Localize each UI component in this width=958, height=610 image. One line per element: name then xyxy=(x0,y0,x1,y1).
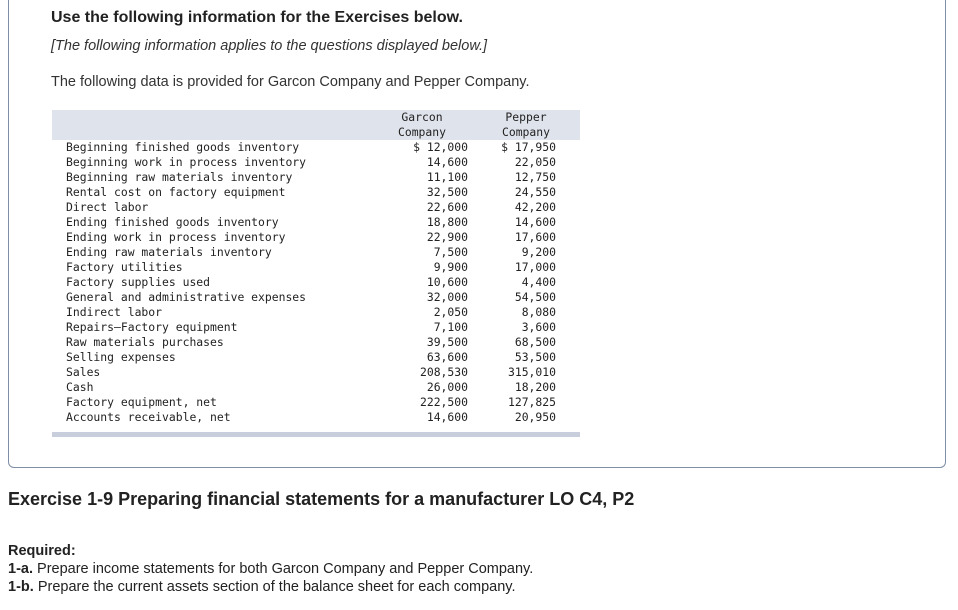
garcon-value: 63,600 xyxy=(426,350,468,364)
row-label: Beginning work in process inventory xyxy=(66,155,307,169)
info-subnote: [The following information applies to the questions displayed below.] xyxy=(51,38,488,54)
row-label: Ending finished goods inventory xyxy=(66,215,279,229)
garcon-value: 7,100 xyxy=(433,320,468,334)
table-row xyxy=(52,290,580,305)
pepper-header-line1: Pepper xyxy=(505,110,547,124)
required-item-number: 1-a. xyxy=(8,561,33,577)
garcon-value: 7,500 xyxy=(433,245,468,259)
table-row xyxy=(52,245,580,260)
row-label: General and administrative expenses xyxy=(66,290,307,304)
pepper-value: 14,600 xyxy=(514,215,556,229)
pepper-value: 4,400 xyxy=(521,275,556,289)
pepper-value: 17,000 xyxy=(514,260,556,274)
pepper-value: 68,500 xyxy=(514,335,556,349)
garcon-value: 39,500 xyxy=(426,335,468,349)
garcon-value: 18,800 xyxy=(426,215,468,229)
table-row xyxy=(52,365,580,380)
required-item-text: Prepare the current assets section of the balance sheet for each company. xyxy=(37,579,516,595)
pepper-value: 20,950 xyxy=(514,410,556,424)
row-label: Selling expenses xyxy=(66,350,176,364)
table-row xyxy=(52,260,580,275)
pepper-value: $ 17,950 xyxy=(501,140,556,154)
table-header-row xyxy=(52,110,580,140)
garcon-value: 208,530 xyxy=(419,365,468,379)
row-label: Beginning raw materials inventory xyxy=(66,170,293,184)
garcon-value: 11,100 xyxy=(426,170,468,184)
pepper-value: 18,200 xyxy=(514,380,556,394)
row-label: Cash xyxy=(66,380,94,394)
table-row xyxy=(52,410,580,425)
pepper-value: 9,200 xyxy=(521,245,556,259)
required-item-number: 1-b. xyxy=(8,579,34,595)
table-row xyxy=(52,185,580,200)
garcon-header-line2: Company xyxy=(397,125,446,139)
row-label: Repairs—Factory equipment xyxy=(66,320,238,334)
pepper-header-line2: Company xyxy=(501,125,550,139)
table-row xyxy=(52,170,580,185)
info-heading: Use the following information for the Exercises below. xyxy=(51,9,463,26)
table-row xyxy=(52,200,580,215)
garcon-value: $ 12,000 xyxy=(413,140,468,154)
required-item-1b xyxy=(8,578,533,596)
table-row xyxy=(52,305,580,320)
garcon-value: 222,500 xyxy=(419,395,468,409)
table-row xyxy=(52,350,580,365)
garcon-value: 32,000 xyxy=(426,290,468,304)
pepper-value: 22,050 xyxy=(514,155,556,169)
pepper-value: 17,600 xyxy=(514,230,556,244)
table-row xyxy=(52,380,580,395)
table-body xyxy=(52,140,580,425)
table-row xyxy=(52,335,580,350)
garcon-value: 14,600 xyxy=(426,410,468,424)
row-label: Rental cost on factory equipment xyxy=(66,185,286,199)
info-intro: The following data is provided for Garcon Company and Pepper Company. xyxy=(51,74,530,90)
garcon-value: 22,900 xyxy=(426,230,468,244)
exercise-title: Exercise 1-9 Preparing financial statements for a manufacturer LO C4, P2 xyxy=(8,489,635,509)
row-label: Factory equipment, net xyxy=(66,395,217,409)
pepper-value: 315,010 xyxy=(507,365,556,379)
table-row xyxy=(52,395,580,410)
pepper-value: 53,500 xyxy=(514,350,556,364)
required-item-text: Prepare income statements for both Garcon Company and Pepper Company. xyxy=(37,561,534,577)
garcon-value: 2,050 xyxy=(433,305,468,319)
row-label: Ending work in process inventory xyxy=(66,230,286,244)
garcon-value: 10,600 xyxy=(426,275,468,289)
garcon-value: 9,900 xyxy=(433,260,468,274)
garcon-column-header xyxy=(372,110,472,140)
pepper-value: 3,600 xyxy=(521,320,556,334)
label-column-header xyxy=(52,110,372,140)
row-label: Ending raw materials inventory xyxy=(66,245,272,259)
row-label: Accounts receivable, net xyxy=(66,410,231,424)
table-row xyxy=(52,140,580,155)
row-label: Indirect labor xyxy=(66,305,163,319)
row-label: Beginning finished goods inventory xyxy=(66,140,300,154)
company-data-table xyxy=(52,110,580,425)
garcon-value: 22,600 xyxy=(426,200,468,214)
garcon-value: 26,000 xyxy=(426,380,468,394)
garcon-header-line1: Garcon xyxy=(401,110,443,124)
table-row xyxy=(52,215,580,230)
pepper-column-header xyxy=(472,110,580,140)
table-bottom-border xyxy=(52,432,580,437)
required-section xyxy=(8,542,533,596)
required-item-1a xyxy=(8,560,533,578)
table-row xyxy=(52,155,580,170)
pepper-value: 8,080 xyxy=(521,305,556,319)
pepper-value: 54,500 xyxy=(514,290,556,304)
row-label: Sales xyxy=(66,365,101,379)
table-row xyxy=(52,320,580,335)
row-label: Raw materials purchases xyxy=(66,335,224,349)
row-label: Factory supplies used xyxy=(66,275,211,289)
table-row xyxy=(52,275,580,290)
row-label: Factory utilities xyxy=(66,260,183,274)
pepper-value: 127,825 xyxy=(507,395,556,409)
pepper-value: 24,550 xyxy=(514,185,556,199)
pepper-value: 42,200 xyxy=(514,200,556,214)
pepper-value: 12,750 xyxy=(514,170,556,184)
row-label: Direct labor xyxy=(66,200,149,214)
garcon-value: 14,600 xyxy=(426,155,468,169)
table-row xyxy=(52,230,580,245)
garcon-value: 32,500 xyxy=(426,185,468,199)
required-label: Required: xyxy=(8,543,76,559)
